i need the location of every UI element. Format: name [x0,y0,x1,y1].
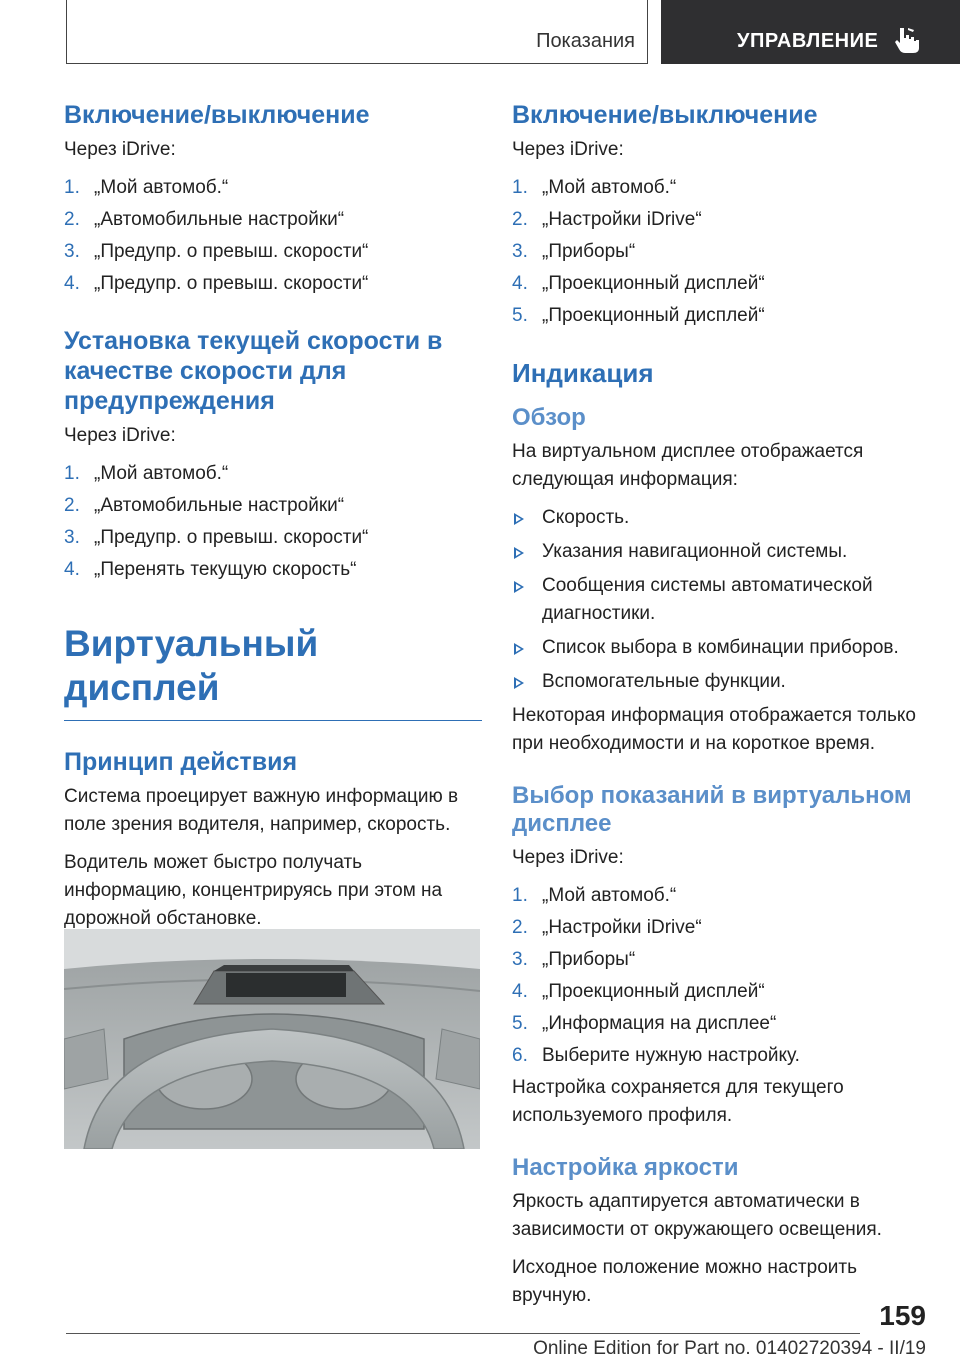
list-item: 2. „Автомобильные настройки“ [64,495,345,516]
chapter-heading-rule [64,622,482,721]
bullet-list [512,504,932,696]
left-column [64,100,482,993]
heading-brightness: Настройка яркости [512,1154,739,1181]
triangle-bullet-icon [514,581,524,593]
list-item: 4. „Предупр. о превыш. скорости“ [64,273,369,294]
list-item: 2. „Настройки iDrive“ [512,917,702,938]
list-item: 4. „Проекционный дисплей“ [512,981,765,1002]
paragraph: Настройка сохраняется для текущего используемого профиля. [512,1077,844,1126]
section-tab [661,0,960,64]
paragraph: Некоторая информация отображается только при необходимости и на короткое время. [512,705,916,754]
hud-dashboard-image [64,929,480,1149]
via-idrive: Через iDrive: [512,847,624,868]
triangle-bullet-icon [514,513,524,525]
footer-edition: Online Edition for Part no. 01402720394 - II/19 [533,1338,926,1359]
list-item: 5. „Информация на дисплее“ [512,1013,777,1034]
via-idrive: Через iDrive: [64,425,176,446]
triangle-bullet-icon [514,677,524,689]
paragraph: Исходное положение можно настроить вручную. [512,1257,857,1306]
list-item: 1. „Мой автомоб.“ [512,885,677,906]
list-item: Сообщения системы автоматической диагностики. [512,572,932,628]
list-item: 3. „Предупр. о превыш. скорости“ [64,527,369,548]
heading-onoff: Включение/выключение [64,101,370,129]
list-item: Список выбора в комбинации приборов. [512,634,932,662]
heading-set-speed: Установка текущей скорости в качестве скорости для предупреждения [64,327,443,415]
heading-onoff: Включение/выключение [512,101,818,129]
steps-list [512,174,932,330]
right-column [512,100,932,1310]
triangle-bullet-icon [514,547,524,559]
list-item: Скорость. [512,504,932,532]
paragraph: Система проецирует важную информацию в поле зрения водителя, например, скорость. [64,786,459,835]
via-idrive: Через iDrive: [64,139,176,160]
steps-list [64,174,482,298]
list-item: 3. „Приборы“ [512,949,636,970]
list-item: 2. „Настройки iDrive“ [512,209,702,230]
list-item: 4. „Проекционный дисплей“ [512,273,765,294]
list-item: Вспомогательные функции. [512,668,932,696]
hand-pointer-icon [894,26,920,54]
paragraph: На виртуальном дисплее отображается следующая информация: [512,441,864,490]
list-item: 1. „Мой автомоб.“ [64,177,229,198]
list-item: 6. Выберите нужную настройку. [512,1045,800,1066]
list-item: 3. „Предупр. о превыш. скорости“ [64,241,369,262]
list-item: Указания навигационной системы. [512,538,932,566]
heading-principle: Принцип действия [64,748,298,776]
steps-list [64,460,482,584]
via-idrive: Через iDrive: [512,139,624,160]
chapter-title: Показания [536,30,635,52]
list-item: 2. „Автомобильные настройки“ [64,209,345,230]
chapter-tab [66,0,648,64]
list-item: 1. „Мой автомоб.“ [64,463,229,484]
paragraph: Водитель может быстро получать информацию, концентрируясь при этом на дорожной обстановке. [64,852,443,929]
heading-select-display: Выбор показаний в виртуальном дисплее [512,782,912,837]
heading-overview: Обзор [512,404,586,431]
list-item: 4. „Перенять текущую скорость“ [64,559,357,580]
section-title: УПРАВЛЕНИЕ [737,30,879,52]
footer-divider [66,1333,860,1334]
list-item: 1. „Мой автомоб.“ [512,177,677,198]
dashboard-illustration [64,929,480,1149]
list-item: 5. „Проекционный дисплей“ [512,305,765,326]
steps-list [512,882,932,1070]
page-number: 159 [879,1300,926,1331]
paragraph: Яркость адаптируется автоматически в зависимости от окружающего освещения. [512,1191,882,1240]
triangle-bullet-icon [514,643,524,655]
heading-virtual-display: Виртуальный дисплей [64,623,319,708]
heading-indication: Индикация [512,358,654,388]
list-item: 3. „Приборы“ [512,241,636,262]
